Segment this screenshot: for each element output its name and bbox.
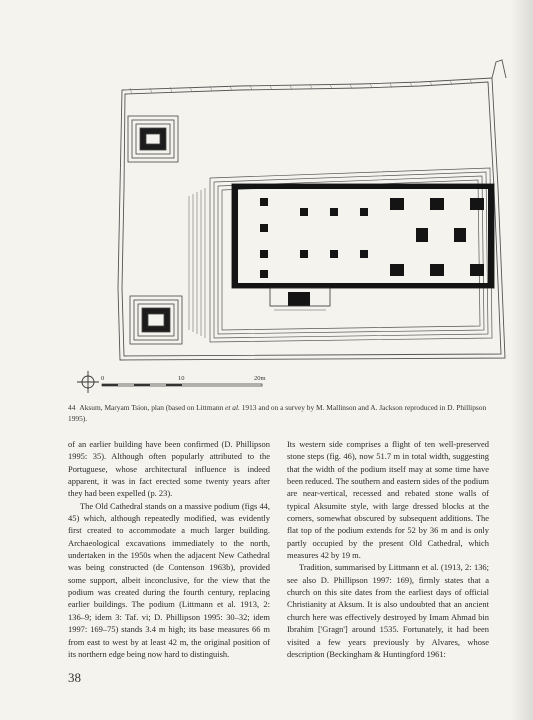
- podium-steps: [189, 188, 205, 338]
- scale-bar: [101, 375, 266, 386]
- page-number: 38: [68, 670, 81, 685]
- scale-label-0: 0: [101, 375, 105, 382]
- tower-north: [128, 116, 178, 162]
- right-column: [287, 438, 489, 660]
- caption-text-1: Aksum, Maryam Tsion, plan (based on Littmann: [79, 403, 226, 412]
- figure-number: 44: [68, 403, 76, 412]
- scale-label-20m: 20m: [254, 375, 266, 382]
- gutter-shadow: [511, 0, 533, 720]
- left-column: [68, 438, 270, 660]
- right-paragraph-2: Tradition, summarised by Littmann et al. (1913, 2: 136; see also D. Phillipson 1997: 169), firmly states that a church on this site dates from the earliest days of official Christianity at Aksum. It is also undoubted that an ancient church here was effectively destroyed by Imam Ahmad bin Ibrahim ['Gragn'] around 1535. Fortunately, it had been visited a few years previously by Alvares, whose description (Beckingham & Huntingford 1961:: [287, 562, 489, 659]
- enclosure-wall: [118, 60, 506, 360]
- caption-text-2: 1913 and on a survey by M. Mallinson and A. Jackson reproduced in D. Phillipson 1995).: [68, 403, 487, 423]
- cathedral-plan: [232, 184, 494, 310]
- caption-et-al: et al.: [225, 403, 240, 412]
- tower-south: [130, 296, 182, 344]
- north-arrow: [77, 371, 99, 393]
- figure-caption: [68, 402, 498, 424]
- right-paragraph-1: Its western side comprises a flight of ten well-preserved stone steps (fig. 46), now 51.7 m in total width, suggesting that the width of the podium itself may at some time have been reduced. The southern and eastern sides of the podium are near-vertical, recessed and rebated stone walls of typical Aksumite style, with large dressed blocks at the corners, somewhat obscured by subsequent additions. The flat top of the podium extends for 52 by 36 m and is only partly occupied by the present Old Cathedral, which measures 42 by 19 m.: [287, 439, 489, 561]
- site-plan-figure: [60, 38, 530, 398]
- left-paragraph-2: The Old Cathedral stands on a massive podium (figs 44, 45) which, although repeatedly modified, was evidently first created to accommodate a much larger building. Archaeological excavations immediately to the north, undertaken in the 1950s when the adjacent New Cathedral was being constructed (de Contenson 1963b), provided some support, albeit inconclusive, for the view that the podium was created during the fourth century, replacing earlier buildings. The podium (Littmann et al. 1913, 2: 136–9; idem 3: Taf. vi; D. Phillipson 1995: 30–32; idem 1997: 169–75) stands 3.4 m high; its base measures 66 m from east to west by at least 42 m, the original position of its northern edge being now hard to distinguish.: [68, 500, 270, 659]
- podium-outline: [210, 168, 492, 342]
- left-paragraph-1: of an earlier building have been confirmed (D. Phillipson 1995: 35). Although often popularly attributed to the Portuguese, whose architectural influence is indeed apparent, it was in fact erected some twenty years after they had been expelled (p. 23).: [68, 439, 270, 499]
- scale-label-10: 10: [178, 375, 185, 382]
